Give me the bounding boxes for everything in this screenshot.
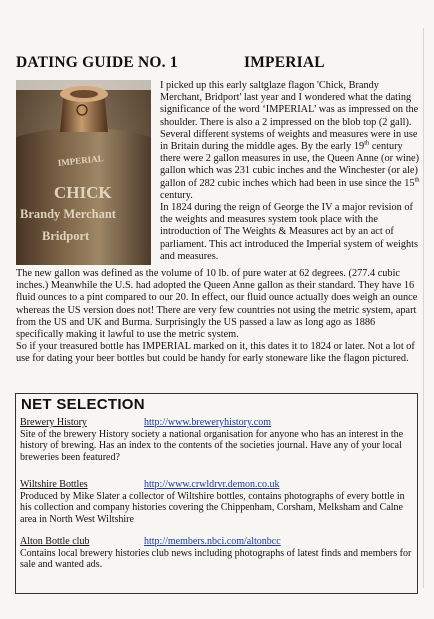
continued-text xyxy=(16,268,424,366)
net-selection-box xyxy=(15,393,418,594)
entry-header xyxy=(20,417,412,429)
net-entry-brewery-history xyxy=(20,417,412,463)
intro-paragraph-1: I picked up this early saltglaze flagon 'Chick, Brandy Merchant, Bridport' last year and I wondered what the dating significance of the word ‘IMPERIAL’ was as impressed on the shoulder. There is also a 2 impressed on the blob top (2 gall). xyxy=(160,80,419,128)
page-title: DATING GUIDE NO. 1 xyxy=(16,54,178,71)
photo-text-bridport: Bridport xyxy=(42,229,90,243)
photo-text-merchant: Brandy Merchant xyxy=(20,207,116,221)
entry-name: Brewery History xyxy=(20,417,87,428)
ordinal-sup-1: th xyxy=(364,139,370,147)
entry-link[interactable]: http://members.nbci.com/altonbcc xyxy=(144,536,281,547)
article-title: IMPERIAL xyxy=(244,54,325,71)
intro-text xyxy=(160,80,422,263)
flagon-photo xyxy=(16,80,151,265)
entry-link[interactable]: http://www.breweryhistory.com xyxy=(144,417,272,428)
p2-part-1: Several different systems of weights and measures were in use in Britain during the middle ages. By the early 19 xyxy=(160,128,418,153)
entry-description: Produced by Mike Slater a collector of Wiltshire bottles, contains photographs of every bottle in his collection and company histories covering the Chippenham, Corsham, Melksham and Calne area in North West Wiltshire xyxy=(20,490,405,525)
intro-paragraph-2 xyxy=(160,129,422,202)
intro-paragraph-3: In 1824 during the reign of George the IV a major revision of the weights and measures system took place with the introduction of The Weights & Measures act by an act of parliament. This act introduced the Imperial system of weights and measures. xyxy=(160,202,419,262)
entry-name: Wiltshire Bottles xyxy=(20,479,88,490)
photo-text-chick: CHICK xyxy=(54,183,112,202)
entry-link[interactable]: http://www.crwldrvr.demon.co.uk xyxy=(144,479,280,490)
photo-text-imperial: IMPERIAL xyxy=(57,153,105,168)
body-paragraph-1: The new gallon was defined as the volume of 10 lb. of pure water at 62 degrees. (277.4 cubic inches.) Meanwhile the U.S. had adopted the Queen Anne gallon as their standard. They have 16 fluid ounces to a pint compared to our 20. In effect, our fluid ounce actually does weigh an ounce whereas the US version does not! There are very few countries not using the metric system, apart from the US and UK and Burma. Surprisingly the US passed a law as long ago as 1886 specifically making it lawful to use the metric system. xyxy=(16,268,418,341)
net-selection-title: NET SELECTION xyxy=(21,396,145,413)
entry-name: Alton Bottle club xyxy=(20,536,90,547)
net-entry-alton-bottle-club xyxy=(20,536,412,571)
p2-part-3: century. xyxy=(160,189,193,201)
entry-header xyxy=(20,536,412,548)
entry-description: Contains local brewery histories club news including photographs of latest finds and members for sale and wanted ads. xyxy=(20,547,412,571)
body-paragraph-2: So if your treasured bottle has IMPERIAL marked on it, this dates it to 1824 or later. Not a lot of use for dating your beer bottles but could be handy for early stoneware like the flagon pictured. xyxy=(16,341,415,365)
flagon-image xyxy=(16,80,151,265)
net-entry-wiltshire-bottles xyxy=(20,479,412,525)
entry-description: Site of the brewery History society a national organisation for anyone who has an interest in the history of brewing. Has an index to the contents of the societies journal. Have any of your local breweries been featured? xyxy=(20,428,404,463)
ordinal-sup-2: th xyxy=(414,176,420,184)
p2-part-2: century there were 2 gallon measures in use, the Queen Anne (or wine) gallon which was 231 cubic inches and the Winchester (or ale) gallon of 282 cubic inches which had been in use since the 15 xyxy=(160,141,420,189)
entry-header xyxy=(20,479,412,491)
